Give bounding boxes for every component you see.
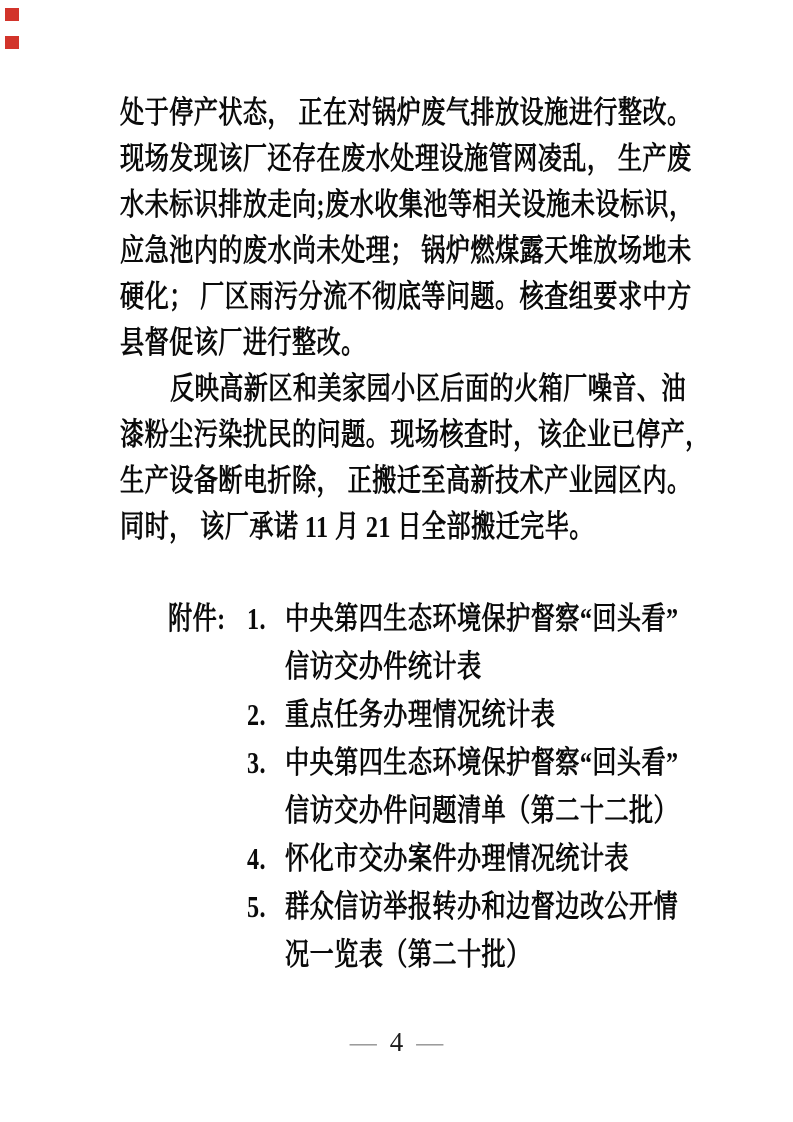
attachment-item-text: 况一览表（第二十批） (285, 937, 531, 972)
paragraph1-line-text: 硬化； 厂区雨污分流不彻底等问题。核查组要求中方 (120, 279, 692, 314)
page-footer (0, 1024, 793, 1060)
attachment-item-text: 群众信访举报转办和边督边改公开情 (285, 889, 679, 924)
paragraph1-line-text: 应急池内的废水尚未处理； 锅炉燃煤露天堆放场地未 (120, 233, 692, 268)
attachment-label-cell (168, 691, 247, 739)
paragraph1-line-text: 水未标识排放走向;废水收集池等相关设施未设标识， (120, 187, 694, 222)
attachment-item-text: 信访交办件问题清单（第二十二批） (285, 793, 679, 828)
attachment-item-text: 怀化市交办案件办理情况统计表 (285, 841, 629, 876)
page-number: 4 (389, 1027, 404, 1057)
attachment-text-cell (285, 931, 728, 979)
attachment-label-cell (168, 787, 247, 835)
attachment-item-number: 3. (247, 745, 266, 780)
paragraph1-line (120, 136, 720, 182)
paragraph1-line-text: 现场发现该厂还存在废水处理设施管网凌乱， 生产废 (120, 141, 692, 176)
attachment-row (168, 835, 728, 883)
attachment-text-cell (285, 787, 789, 835)
attachment-row (168, 787, 728, 835)
paragraph1-line (120, 228, 720, 274)
attachment-text-cell (285, 835, 728, 883)
body-text (120, 90, 720, 550)
paragraph2-line-text: 漆粉尘污染扰民的问题。现场核查时，该企业已停产， (120, 417, 710, 452)
attachment-item-text: 中央第四生态环境保护督察“回头看” (285, 601, 679, 636)
attachment-item-number: 2. (247, 697, 266, 732)
attachment-item-number: 4. (247, 841, 266, 876)
attachment-label: 附件: (168, 601, 226, 636)
paragraph1-line-text: 处于停产状态， 正在对锅炉废气排放设施进行整改。 (120, 95, 692, 130)
paragraph2-line-text: 同时， 该厂承诺 11 月 21 日全部搬迁完毕。 (120, 509, 594, 544)
attachment-number-cell (247, 595, 285, 643)
paragraph2-line-text: 生产设备断电折除， 正搬迁至高新技术产业园区内。 (120, 463, 692, 498)
attachment-item-text: 重点任务办理情况统计表 (285, 697, 556, 732)
attachment-row (168, 691, 728, 739)
paragraph2-line (120, 366, 720, 412)
red-annotation-mark-top (5, 8, 19, 21)
attachment-number-cell (247, 739, 285, 787)
attachment-number-cell (247, 883, 285, 931)
attachment-item-text: 信访交办件统计表 (285, 649, 482, 684)
paragraph1-line (120, 274, 720, 320)
attachment-label-cell (168, 739, 247, 787)
paragraph1-line-text: 县督促该厂进行整改。 (120, 325, 366, 360)
paragraph1-line (120, 320, 720, 366)
attachment-item-number: 5. (247, 889, 266, 924)
attachment-row (168, 643, 728, 691)
attachment-label-cell (168, 931, 247, 979)
attachment-list (168, 595, 728, 979)
attachment-row (168, 883, 728, 931)
paragraph2-line (120, 412, 720, 458)
footer-right-dash: — (416, 1027, 444, 1057)
attachment-label-cell (168, 835, 247, 883)
attachment-row (168, 739, 728, 787)
attachment-label-cell (168, 595, 247, 643)
attachment-text-cell (285, 883, 789, 931)
attachment-item-number: 1. (247, 601, 266, 636)
paragraph2-line-text: 反映高新区和美家园小区后面的火箱厂噪音、油 (170, 371, 686, 406)
paragraph2-line (120, 504, 720, 550)
attachment-number-cell (247, 835, 285, 883)
attachment-text-cell (285, 643, 728, 691)
attachment-row (168, 931, 728, 979)
footer-left-dash: — (349, 1027, 377, 1057)
paragraph2-line (120, 458, 720, 504)
attachment-text-cell (285, 739, 790, 787)
attachment-item-text: 中央第四生态环境保护督察“回头看” (285, 745, 679, 780)
attachment-number-cell (247, 787, 285, 835)
red-annotation-mark-bottom (5, 36, 19, 49)
attachment-text-cell (285, 691, 728, 739)
paragraph1-line (120, 182, 720, 228)
attachment-number-cell (247, 691, 285, 739)
attachment-row (168, 595, 728, 643)
attachment-label-cell (168, 883, 247, 931)
attachment-number-cell (247, 931, 285, 979)
attachment-label-cell (168, 643, 247, 691)
attachment-text-cell (285, 595, 790, 643)
attachment-number-cell (247, 643, 285, 691)
paragraph1-line (120, 90, 720, 136)
